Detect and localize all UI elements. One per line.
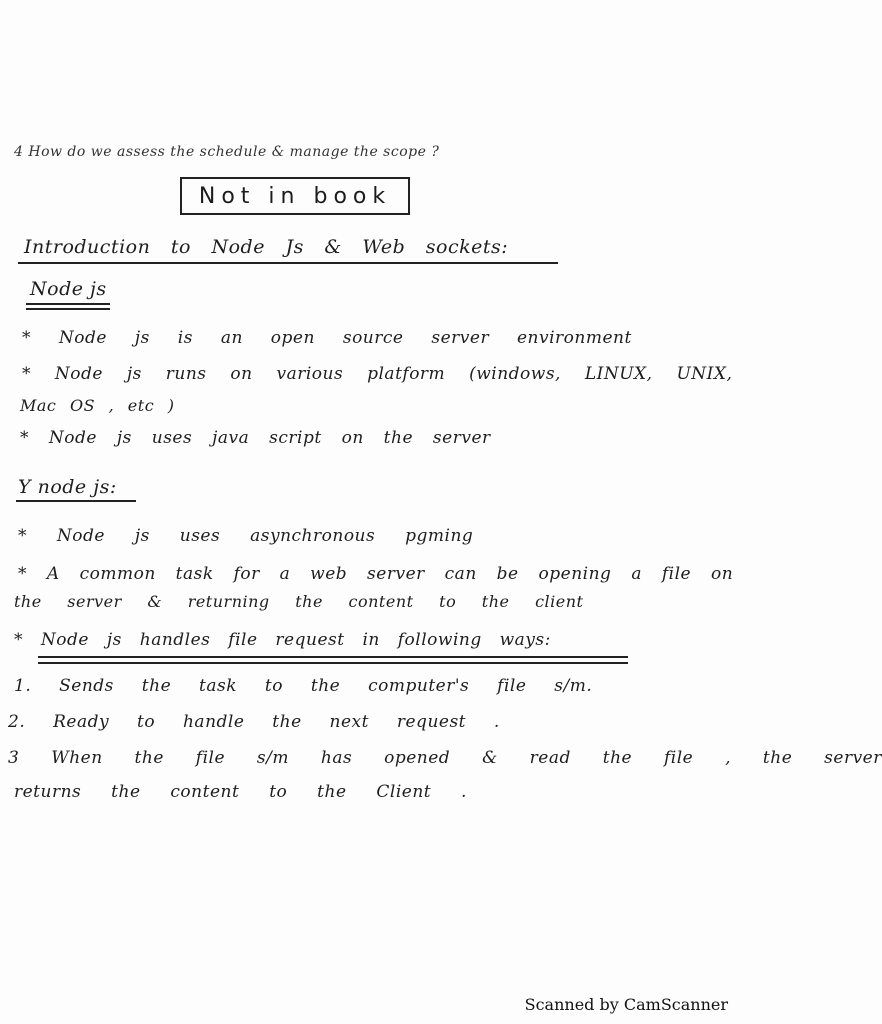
node-js-heading: Node js [30, 278, 107, 300]
node-js-underline-1 [26, 303, 110, 305]
scanner-watermark: Scanned by CamScanner [524, 995, 728, 1014]
why-bullet-2-cont: the server & returning the content to the client [14, 592, 584, 611]
not-in-book-box: Not in book [180, 177, 410, 215]
step-2: 2. Ready to handle the next request . [8, 712, 500, 732]
node-bullet-2: * Node js runs on various platform (windows, LINUX, UNIX, [22, 364, 733, 384]
node-bullet-3: * Node js uses java script on the server [20, 428, 491, 448]
question-line: 4 How do we assess the schedule & manage the scope ? [14, 144, 440, 160]
node-bullet-2-cont: Mac OS , etc ) [20, 396, 175, 415]
why-bullet-3-underline-2 [38, 662, 628, 664]
node-js-underline-2 [26, 308, 110, 310]
why-bullet-1: * Node js uses asynchronous pgming [18, 526, 474, 546]
why-bullet-3-underline-1 [38, 656, 628, 658]
step-3: 3 When the file s/m has opened & read the file , the server [8, 748, 882, 768]
why-node-heading: Y node js: [18, 476, 117, 498]
step-3-cont: returns the content to the Client . [14, 782, 467, 802]
intro-underline [18, 262, 558, 264]
node-bullet-1: * Node js is an open source server environment [22, 328, 632, 348]
intro-heading: Introduction to Node Js & Web sockets: [24, 236, 509, 258]
why-bullet-2: * A common task for a web server can be opening a file on [18, 564, 734, 584]
why-bullet-3: * Node js handles file request in following ways: [14, 630, 551, 650]
step-1: 1. Sends the task to the computer's file s/m. [14, 676, 593, 696]
why-node-underline [16, 500, 136, 502]
